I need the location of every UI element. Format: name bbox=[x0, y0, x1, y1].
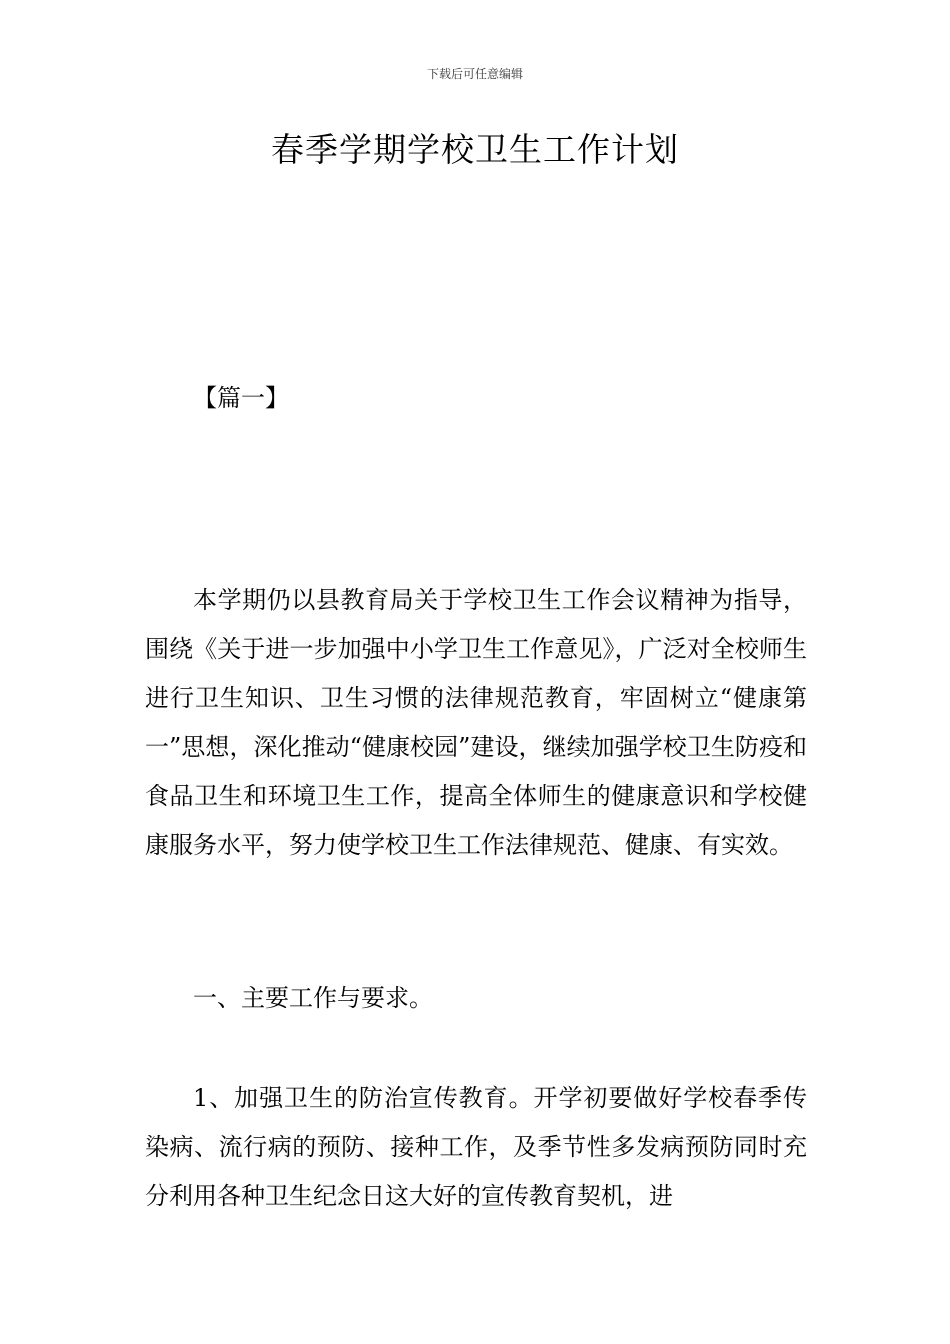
paragraph-item-1: 1、加强卫生的防治宣传教育。开学初要做好学校春季传染病、流行病的预防、接种工作，及季节性多发病预防同时充分利用各种卫生纪念日这大好的宣传教育契机，进 bbox=[145, 1084, 807, 1210]
paragraph-heading-main-work: 一、主要工作与要求。 bbox=[193, 984, 433, 1012]
paragraph-intro: 本学期仍以县教育局关于学校卫生工作会议精神为指导，围绕《关于进一步加强中小学卫生工作意见》，广泛对全校师生进行卫生知识、卫生习惯的法律规范教育，牢固树立“健康第一”思想，深化推动“健康校园”建设，继续加强学校卫生防疫和食品卫生和环境卫生工作，提高全体师生的健康意识和学校健康服务水平，努力使学校卫生工作法律规范、健康、有实效。 bbox=[145, 586, 807, 859]
page-header-note: 下载后可任意编辑 bbox=[426, 67, 523, 81]
section-label: 【篇一】 bbox=[193, 384, 289, 412]
document-title: 春季学期学校卫生工作计划 bbox=[271, 130, 679, 169]
